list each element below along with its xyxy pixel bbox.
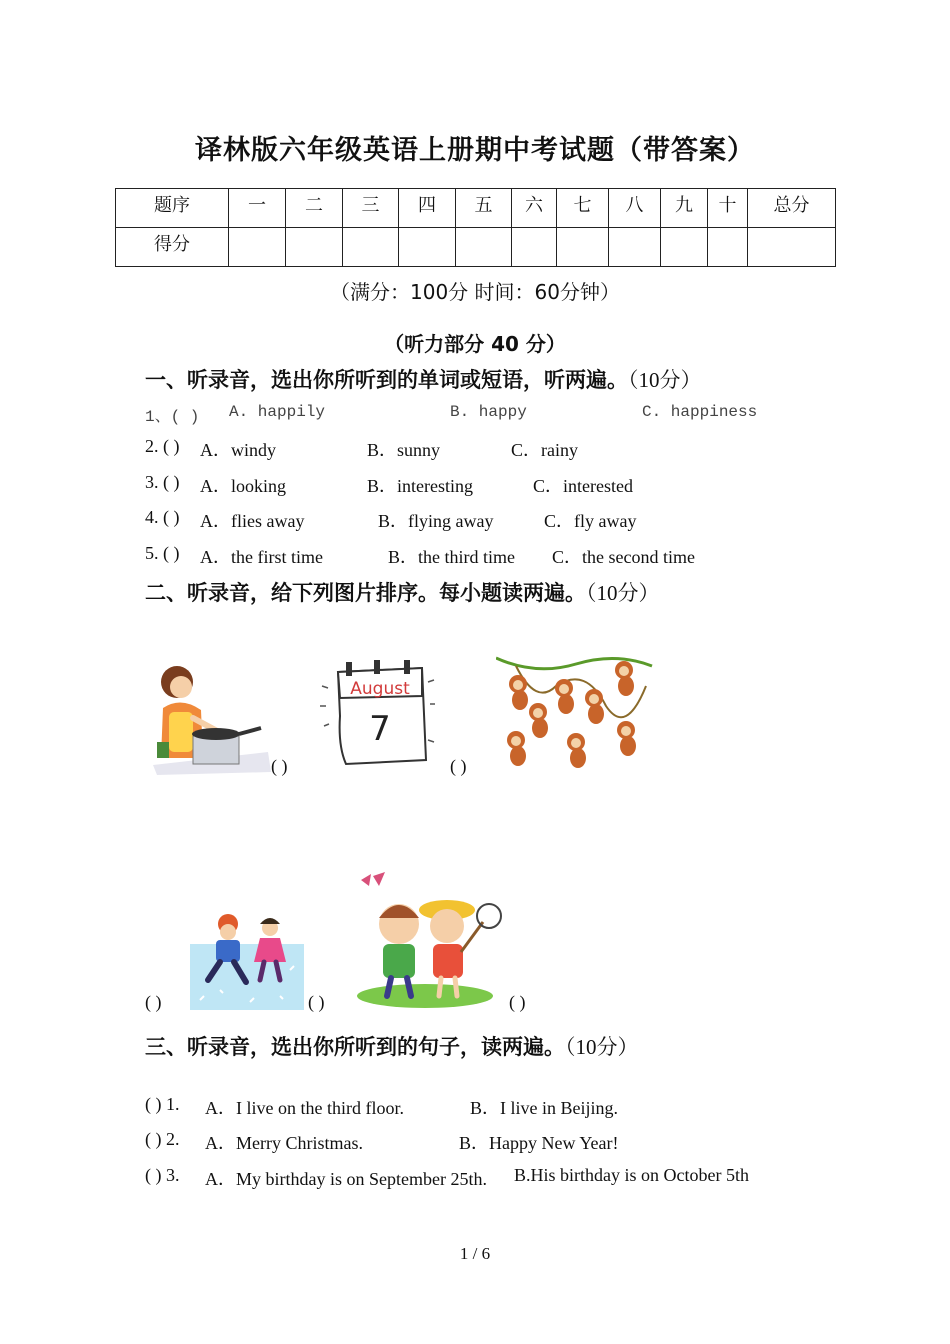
score-table-col: 七 bbox=[557, 189, 609, 228]
q4-option-a: A．flies away bbox=[200, 511, 305, 531]
score-cell[interactable] bbox=[286, 228, 343, 267]
section2-heading-text: 二、听录音，给下列图片排序。每小题读两遍。 bbox=[145, 581, 586, 605]
score-table-total-label: 总分 bbox=[748, 189, 836, 228]
section3-heading-text: 三、听录音，选出你所听到的句子，读两遍。 bbox=[145, 1035, 565, 1059]
score-cell[interactable] bbox=[399, 228, 456, 267]
blank-1[interactable]: ( ) bbox=[271, 756, 288, 776]
wok bbox=[192, 728, 240, 740]
q5-option-a: A．the first time bbox=[200, 547, 323, 567]
s3-q1-number: ( ) 1. bbox=[145, 1094, 180, 1114]
net-hoop bbox=[477, 904, 501, 928]
monkey-face bbox=[621, 726, 631, 736]
score-table-col: 五 bbox=[456, 189, 512, 228]
score-cell[interactable] bbox=[512, 228, 557, 267]
score-table-header-label: 题序 bbox=[116, 189, 229, 228]
score-cell[interactable] bbox=[229, 228, 286, 267]
s3-q2-option-b: B．Happy New Year! bbox=[459, 1133, 619, 1153]
monkey bbox=[618, 676, 634, 696]
score-table bbox=[115, 188, 836, 267]
q4-option-b: B．flying away bbox=[378, 511, 494, 531]
calendar-ring bbox=[374, 660, 380, 674]
score-table-col: 三 bbox=[343, 189, 399, 228]
girl-coat bbox=[254, 938, 286, 962]
boy-hair bbox=[379, 905, 419, 918]
wok-handle bbox=[239, 728, 261, 734]
score-table-col: 一 bbox=[229, 189, 286, 228]
skater-coat bbox=[216, 940, 240, 962]
section1-heading-text: 一、听录音，选出你所听到的单词或短语，听两遍。 bbox=[145, 368, 628, 392]
section3-heading bbox=[145, 1031, 639, 1061]
blank-3[interactable]: ( ) bbox=[145, 992, 162, 1012]
calendar-ring bbox=[404, 660, 410, 674]
monkey-face bbox=[559, 684, 569, 694]
monkey-face bbox=[513, 680, 523, 690]
q4-number: 4. ( ) bbox=[145, 507, 180, 527]
monkey bbox=[510, 746, 526, 766]
score-cell[interactable] bbox=[343, 228, 399, 267]
section3-points: （10分） bbox=[565, 1035, 639, 1059]
score-table-score-row bbox=[116, 228, 836, 267]
page-title: 译林版六年级英语上册期中考试题（带答案） bbox=[195, 135, 755, 166]
q3-option-c: C．interested bbox=[533, 476, 633, 496]
bottle bbox=[157, 742, 169, 758]
s3-q1-option-b: B．I live in Beijing. bbox=[470, 1098, 618, 1118]
girl-face bbox=[430, 909, 464, 943]
score-cell[interactable] bbox=[609, 228, 661, 267]
score-cell[interactable] bbox=[708, 228, 748, 267]
q2-option-b: B．sunny bbox=[367, 440, 441, 460]
section2-points: （10分） bbox=[586, 581, 660, 605]
skater-face bbox=[220, 924, 236, 940]
monkey bbox=[558, 694, 574, 714]
q3-number: 3. ( ) bbox=[145, 472, 180, 492]
score-cell[interactable] bbox=[456, 228, 512, 267]
blank-5[interactable]: ( ) bbox=[509, 992, 526, 1012]
q3-option-b: B．interesting bbox=[367, 476, 473, 496]
q4-option-c: C．fly away bbox=[544, 511, 637, 531]
q5-option-c: C．the second time bbox=[552, 547, 695, 567]
monkey bbox=[620, 736, 636, 756]
s3-q2-number: ( ) 2. bbox=[145, 1129, 180, 1149]
q1-option-b: B. happy bbox=[450, 403, 527, 421]
q2-option-a: A．windy bbox=[200, 440, 276, 460]
skating-picture bbox=[190, 910, 304, 1010]
listening-part-label: （听力部分 40 分） bbox=[384, 332, 566, 356]
q5-number: 5. ( ) bbox=[145, 543, 180, 563]
butterfly-picture bbox=[355, 872, 505, 1008]
score-table-col: 九 bbox=[661, 189, 708, 228]
boy-shirt bbox=[383, 944, 415, 978]
monkey-group bbox=[507, 661, 636, 768]
blank-2[interactable]: ( ) bbox=[450, 756, 467, 776]
s3-q3-option-b: B.His birthday is on October 5th bbox=[514, 1165, 749, 1185]
girl-hair bbox=[260, 918, 280, 924]
score-table-col: 六 bbox=[512, 189, 557, 228]
exam-info: （满分：100分 时间：60分钟） bbox=[330, 280, 620, 304]
page-number: 1 / 6 bbox=[459, 1244, 491, 1263]
q1-option-a: A. happily bbox=[229, 403, 326, 421]
monkey bbox=[532, 718, 548, 738]
score-table-row-label: 得分 bbox=[116, 228, 229, 267]
monkey bbox=[570, 748, 586, 768]
score-cell[interactable] bbox=[557, 228, 609, 267]
q2-option-c: C．rainy bbox=[511, 440, 578, 460]
calendar-picture bbox=[318, 656, 436, 768]
score-cell-total[interactable] bbox=[748, 228, 836, 267]
score-table-col: 四 bbox=[399, 189, 456, 228]
stove bbox=[193, 736, 239, 764]
score-table-col: 八 bbox=[609, 189, 661, 228]
monkey-face bbox=[571, 738, 581, 748]
calendar-ring bbox=[346, 662, 352, 676]
q5-option-b: B．the third time bbox=[388, 547, 515, 567]
section1-heading bbox=[145, 364, 702, 394]
woman-apron bbox=[169, 712, 193, 752]
monkey bbox=[512, 690, 528, 710]
q2-number: 2. ( ) bbox=[145, 436, 180, 456]
grass bbox=[357, 984, 493, 1008]
monkey bbox=[588, 704, 604, 724]
monkey-face bbox=[533, 708, 543, 718]
calendar-month: August bbox=[350, 679, 410, 699]
s3-q3-option-a: A．My birthday is on September 25th. bbox=[205, 1169, 487, 1189]
s3-q3-number: ( ) 3. bbox=[145, 1165, 180, 1185]
s3-q1-option-a: A．I live on the third floor. bbox=[205, 1098, 404, 1118]
section1-points: （10分） bbox=[628, 368, 702, 392]
net-handle bbox=[461, 922, 483, 952]
score-table-col: 二 bbox=[286, 189, 343, 228]
cooking-picture bbox=[143, 660, 271, 775]
q1-number: 1、( ) bbox=[145, 408, 200, 426]
girl-dress bbox=[433, 944, 463, 978]
calendar-day: 7 bbox=[369, 709, 391, 749]
butterfly bbox=[361, 872, 385, 886]
score-table-header-row bbox=[116, 189, 836, 228]
monkey-face bbox=[619, 666, 629, 676]
score-table-col: 十 bbox=[708, 189, 748, 228]
q1-option-c: C. happiness bbox=[642, 403, 758, 421]
monkeys-picture bbox=[496, 646, 654, 774]
section2-heading bbox=[145, 577, 660, 607]
woman-face bbox=[170, 676, 192, 698]
blank-4[interactable]: ( ) bbox=[308, 992, 325, 1012]
s3-q2-option-a: A．Merry Christmas. bbox=[205, 1133, 363, 1153]
q3-option-a: A．looking bbox=[200, 476, 287, 496]
monkey-face bbox=[589, 694, 599, 704]
monkey-face bbox=[511, 736, 521, 746]
score-cell[interactable] bbox=[661, 228, 708, 267]
